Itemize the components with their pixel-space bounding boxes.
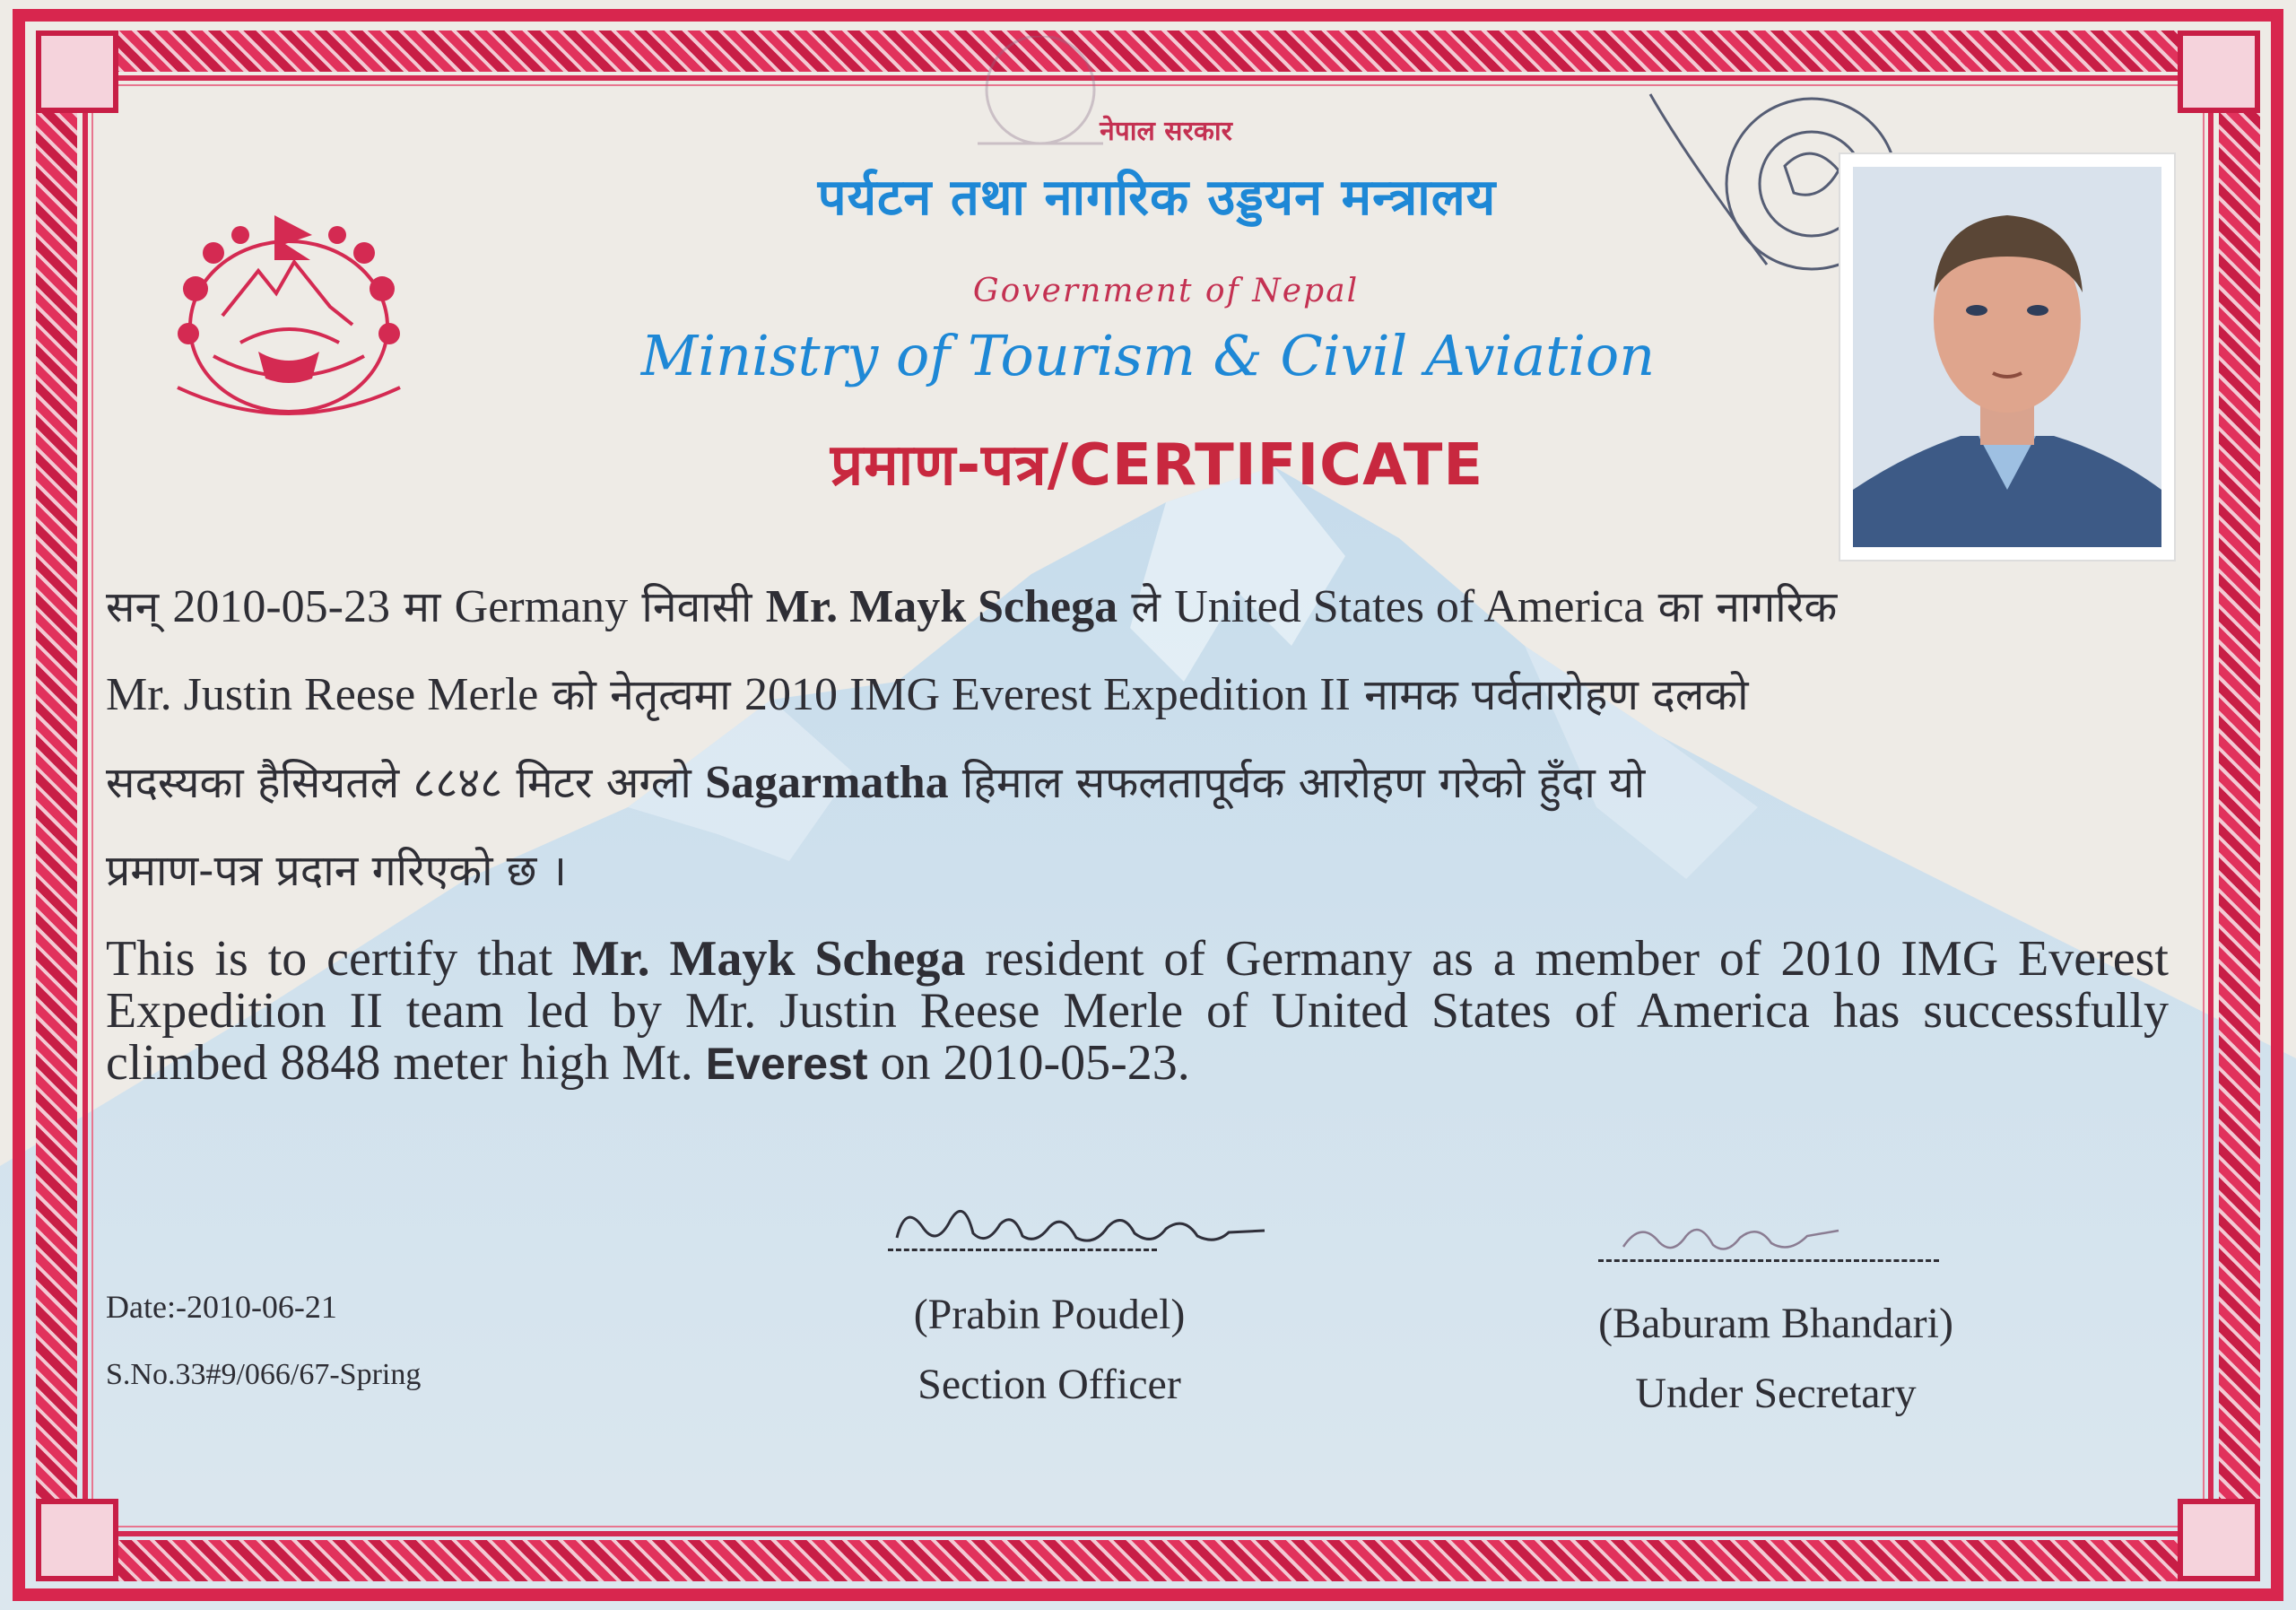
nepali-text-fragment: का नागरिक [1644, 582, 1838, 632]
english-text-fragment: on 2010-05-23. [867, 1035, 1190, 1091]
nepali-text-fragment: सदस्यका हैसियतले ८८४८ मिटर अग्लो [106, 758, 706, 808]
nepali-line-4 [106, 827, 2169, 915]
leader-country: United States of America [1174, 581, 1645, 632]
corner-ornament-top-right [2178, 30, 2260, 113]
peak-name-en: Everest [705, 1039, 868, 1089]
nepali-text-fragment: को नेतृत्वमा [538, 670, 744, 720]
nepali-line-3 [106, 739, 2169, 827]
english-text-fragment: resident of Germany as a member of 2010 IMG Everest Expedition II team led by Mr. Justin Reese Merle of United States of America has successfully climbed 8848 meter high Mt. [106, 931, 2169, 1091]
serial-number: S.No.33#9/066/67-Spring [106, 1358, 422, 1391]
signature-line-1 [888, 1249, 1157, 1251]
signer-1-title: Section Officer [918, 1361, 1181, 1408]
portrait-photo-frame [1840, 154, 2174, 560]
nepali-text-fragment: नामक पर्वतारोहण दलको [1350, 670, 1749, 720]
english-certificate-text [106, 933, 2169, 1090]
climb-date: 2010-05-23 [172, 581, 390, 632]
signature-prabin-poudel [888, 1193, 1274, 1265]
signer-1-name: (Prabin Poudel) [913, 1291, 1186, 1338]
ministry-name-np: पर्यटन तथा नागरिक उड्डयन मन्त्रालय [817, 169, 1497, 227]
certificate-title: प्रमाण-पत्र/CERTIFICATE [830, 432, 1484, 499]
nepali-text-fragment: प्रमाण-पत्र प्रदान गरिएको छ । [106, 846, 567, 896]
corner-ornament-top-left [36, 30, 118, 113]
nepali-text-fragment: निवासी [628, 582, 766, 632]
nepal-emblem-icon [160, 208, 418, 439]
corner-ornament-bottom-left [36, 1499, 118, 1581]
residence-country: Germany [454, 581, 629, 632]
nepali-text-fragment: सन् [106, 582, 173, 632]
signer-2-name: (Baburam Bhandari) [1598, 1300, 1953, 1347]
stamp-impression-faint [924, 36, 1157, 170]
nepali-line-1 [106, 563, 2169, 651]
peak-name-np: Sagarmatha [705, 757, 949, 808]
nepali-text-fragment: ले [1118, 582, 1175, 632]
portrait-photo [1853, 167, 2161, 547]
english-text-fragment: This is to certify that [106, 931, 573, 987]
issue-date: Date:-2010-06-21 [106, 1289, 337, 1325]
nepali-text-fragment: मा [390, 582, 455, 632]
signer-2-title: Under Secretary [1635, 1370, 1917, 1417]
government-of-nepal: Government of Nepal [972, 273, 1360, 309]
signature-line-2 [1598, 1259, 1939, 1262]
corner-ornament-bottom-right [2178, 1499, 2260, 1581]
climber-name: Mr. Mayk Schega [765, 581, 1118, 632]
signature-baburam-bhandari [1614, 1211, 1848, 1265]
ministry-name-en: Ministry of Tourism & Civil Aviation [640, 323, 1656, 388]
nepali-text-fragment: हिमाल सफलतापूर्वक आरोहण गरेको हुँदा यो [948, 758, 1646, 808]
expedition-name: 2010 IMG Everest Expedition II [744, 669, 1351, 720]
nepal-government-np: नेपाल सरकार [1100, 116, 1232, 147]
nepali-line-2 [106, 651, 2169, 739]
climber-name-en: Mr. Mayk Schega [572, 931, 966, 987]
leader-name: Mr. Justin Reese Merle [106, 669, 539, 720]
nepali-certificate-text [106, 563, 2169, 915]
